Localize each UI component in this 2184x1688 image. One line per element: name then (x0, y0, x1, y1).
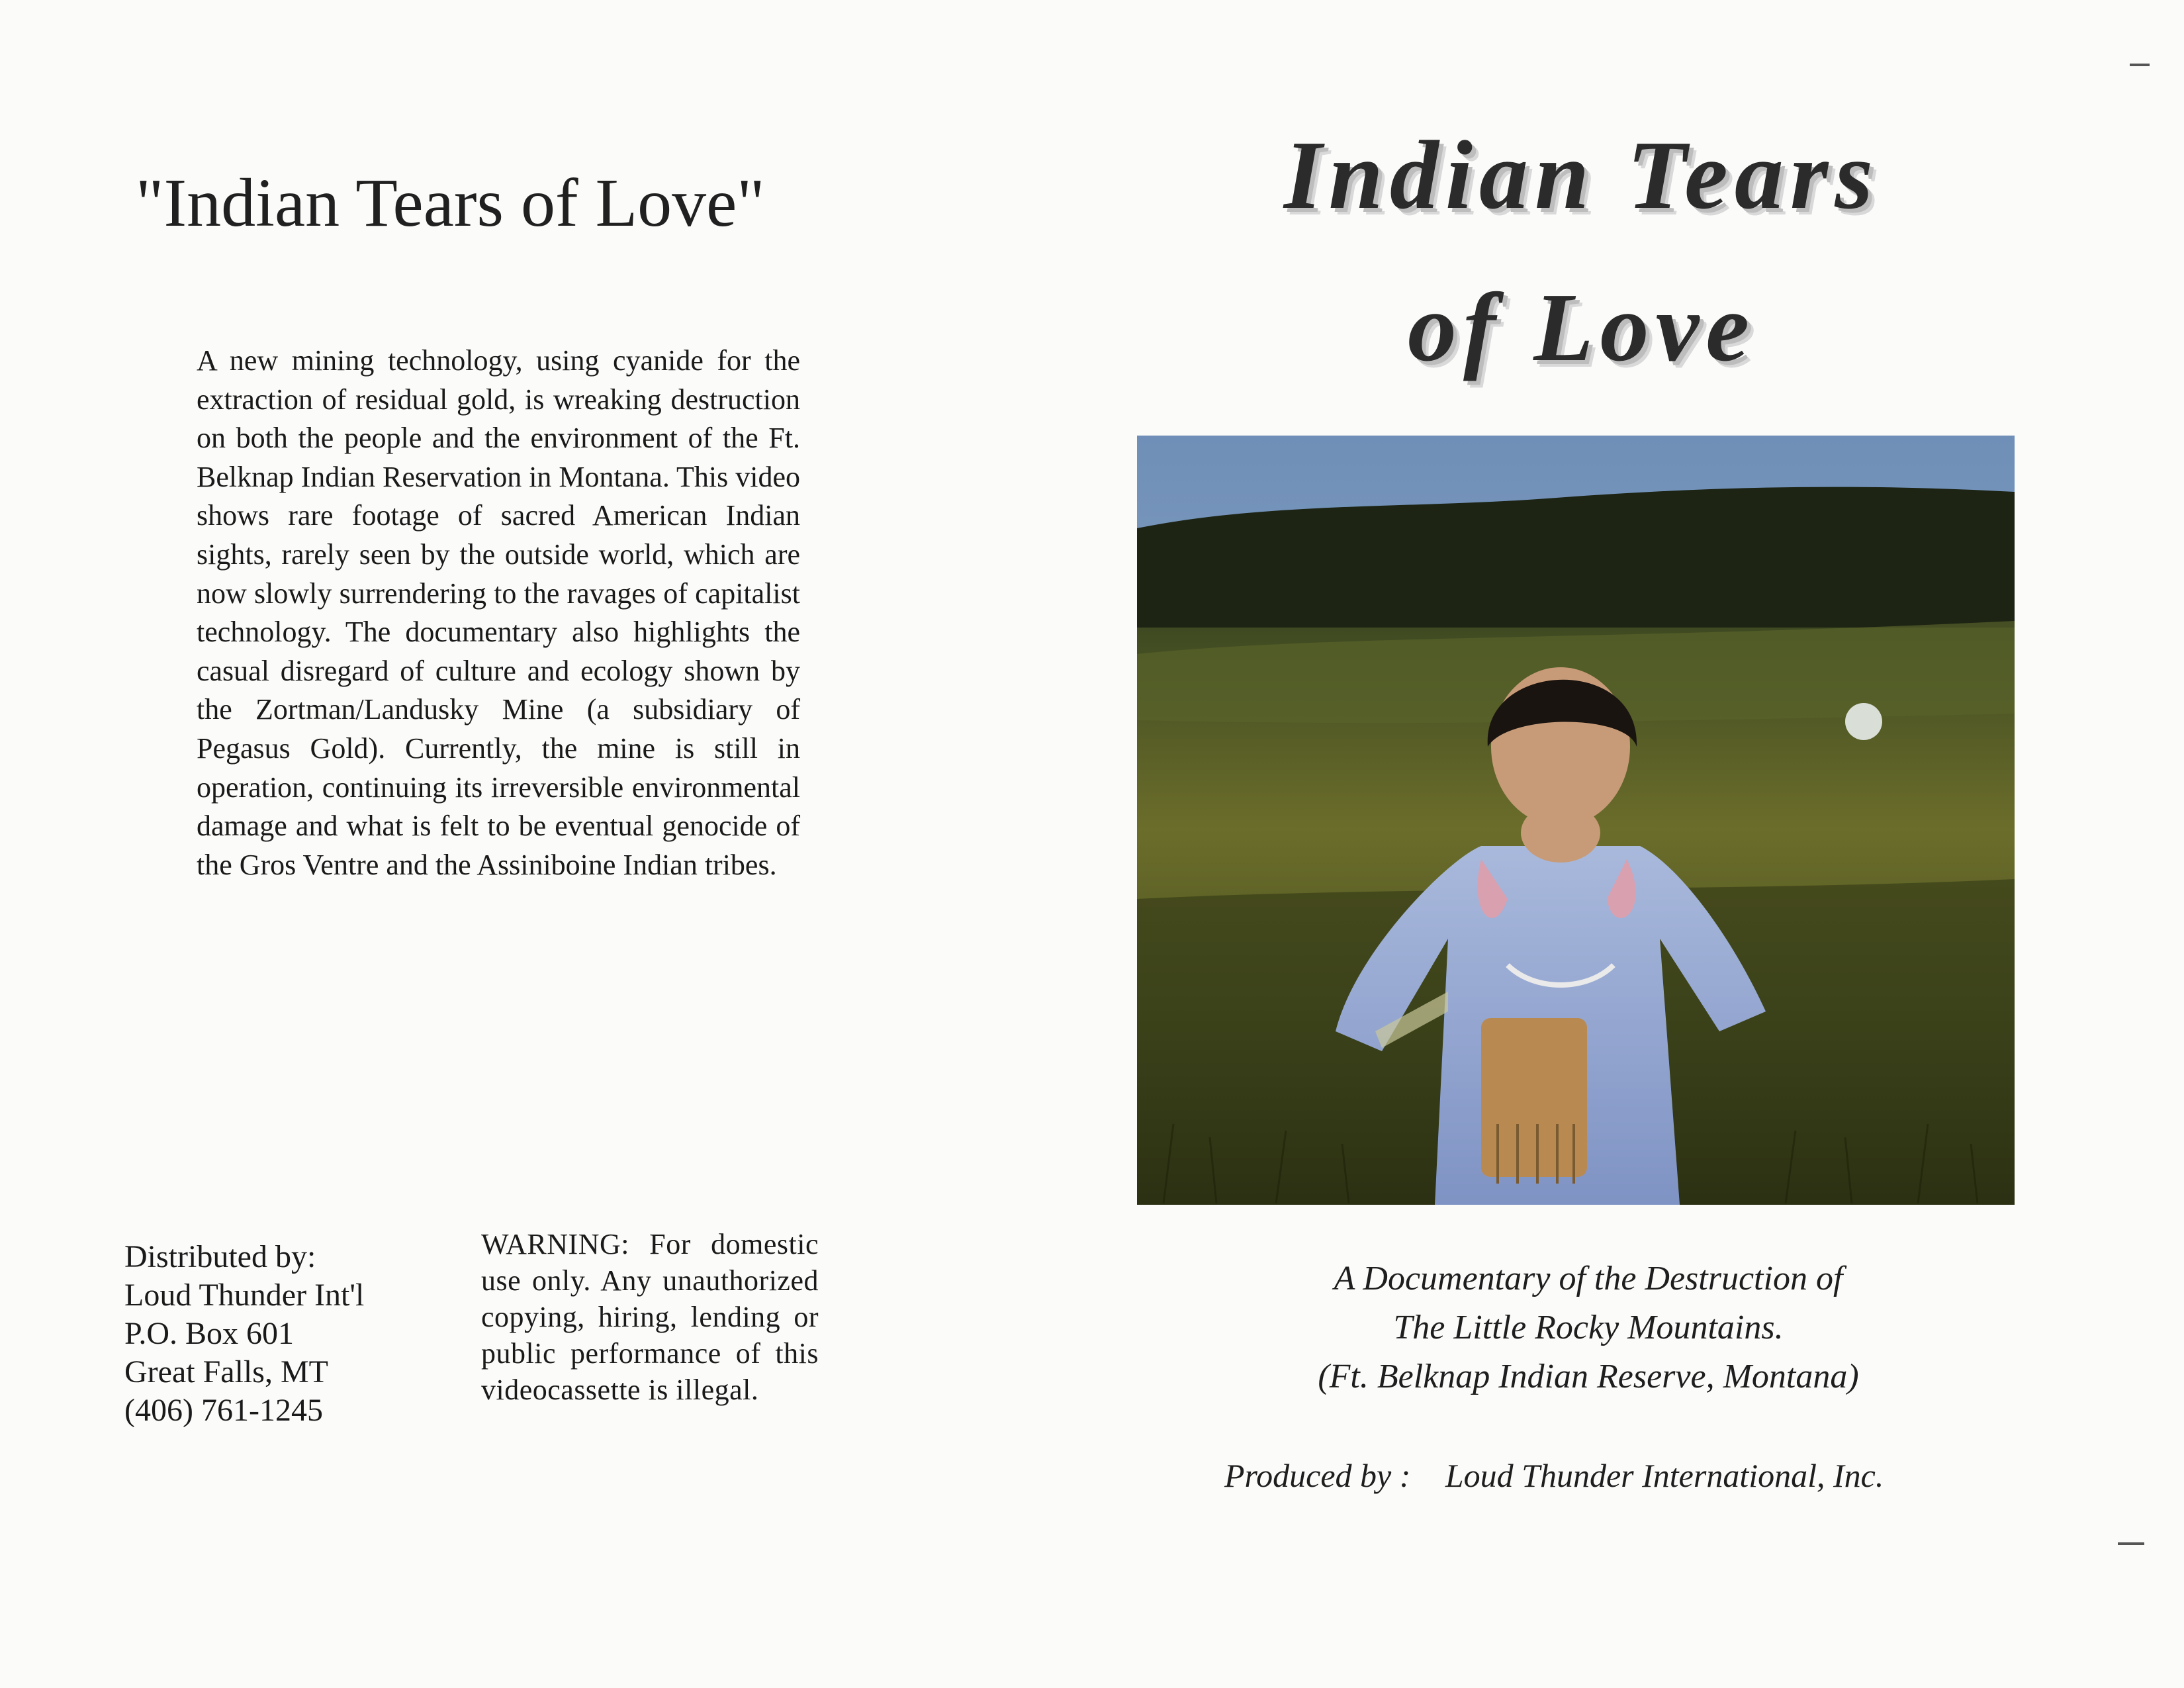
distributor-city: Great Falls, MT (124, 1354, 328, 1389)
copyright-warning: WARNING: For domestic use only. Any unauthorized copying, hiring, lending or public performance of this videocassette is illegal. (481, 1228, 819, 1406)
producer-label: Produced by : (1224, 1457, 1411, 1494)
producer-name: Loud Thunder International, Inc. (1445, 1457, 1884, 1494)
cover-photo (1137, 436, 2015, 1205)
subtitle-line-1: A Documentary of the Destruction of (1334, 1260, 1843, 1297)
subtitle-line-3: (Ft. Belknap Indian Reserve, Montana) (1318, 1358, 1859, 1395)
distributor-name: Loud Thunder Int'l (124, 1278, 365, 1313)
subtitle-line-2: The Little Rocky Mountains. (1393, 1309, 1784, 1346)
synopsis-paragraph: A new mining technology, using cyanide for the extraction of residual gold, is wreaking destruction on both the people and the environment of the Ft. Belknap Indian Reservation in Montana. This video shows rare footage of sacred American Indian sights, rarely seen by the outside world, which are now slowly surrendering to the ravages of capitalist technology. The documentary also highlights the casual disregard of culture and ecology shown by the Zortman/Landusky Mine (a subsidiary of Pegasus Gold). Currently, the mine is still in operation, continuing its irreversible environmental damage and what is felt to be eventual genocide of the Gros Ventre and the Assiniboine Indian tribes. (197, 344, 801, 881)
distributor-phone: (406) 761-1245 (124, 1393, 323, 1428)
producer-credit (1224, 1456, 2019, 1495)
distributor-heading: Distributed by: (124, 1239, 316, 1274)
documentary-subtitle (1158, 1254, 2019, 1401)
cover-title-line-2: of Love (1407, 273, 1756, 382)
back-cover-title: "Indian Tears of Love" (136, 165, 765, 241)
distributor-address: P.O. Box 601 (124, 1316, 295, 1351)
cover-title-line-1: Indian Tears (1283, 121, 1880, 230)
scan-mark-bottom (2118, 1542, 2144, 1545)
distributor-block (124, 1238, 442, 1430)
cover-title (1185, 99, 1979, 404)
scan-mark-top (2130, 64, 2150, 66)
